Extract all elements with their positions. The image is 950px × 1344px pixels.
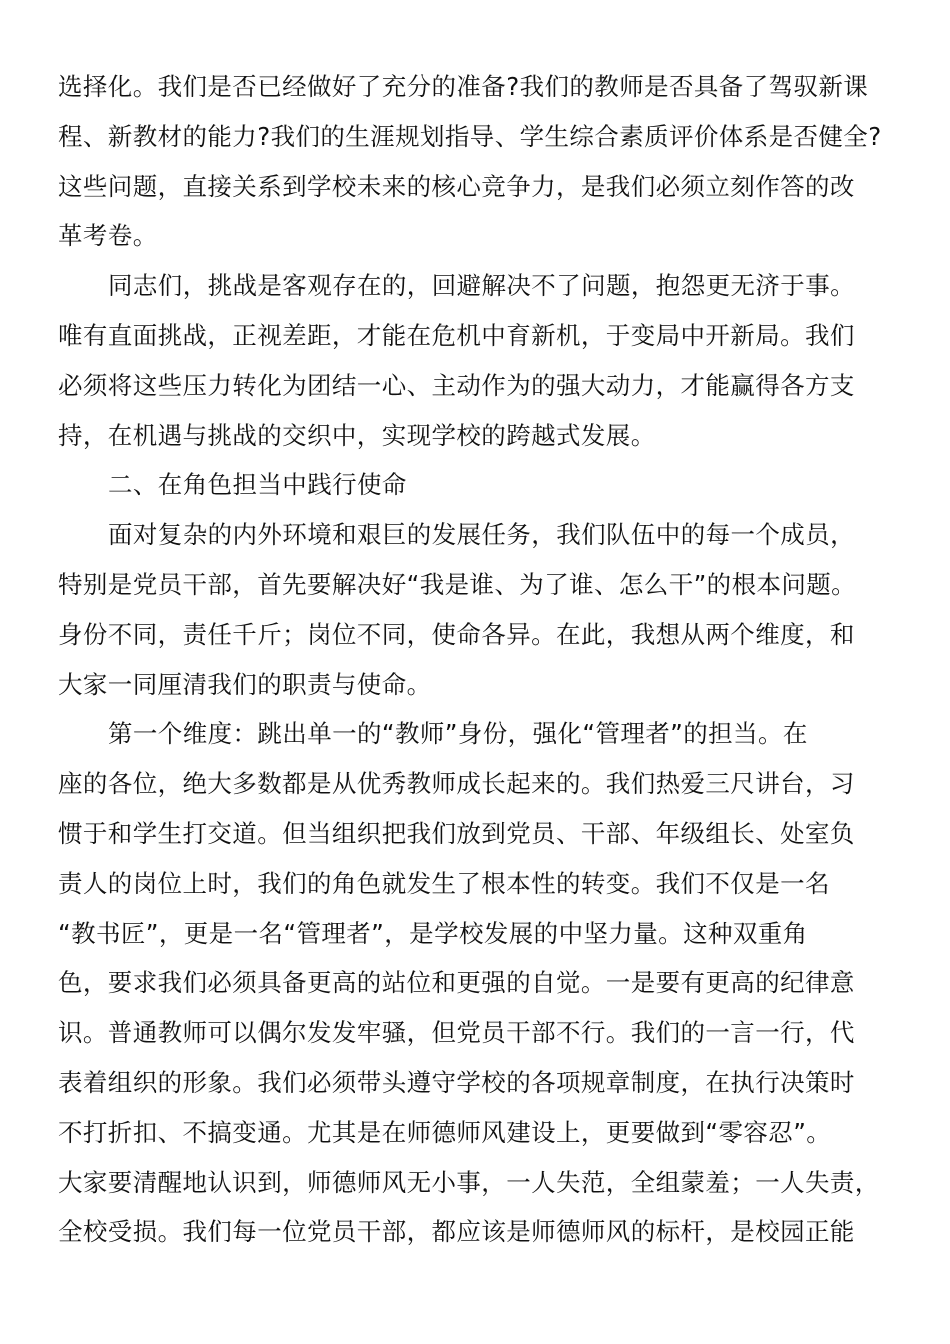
text-line: 特别是党员干部，首先要解决好“我是谁、为了谁、怎么干”的根本问题。: [58, 569, 857, 599]
section-heading: 二、在角色担当中践行使命: [108, 470, 407, 500]
text-line: 惯于和学生打交道。但当组织把我们放到党员、干部、年级组长、处室负: [58, 818, 855, 848]
paragraph-start-line: 同志们，挑战是客观存在的，回避解决不了问题，抱怨更无济于事。: [108, 271, 855, 301]
text-line: 大家一同厘清我们的职责与使命。: [58, 669, 432, 699]
document-page: [58, 62, 918, 1257]
paragraph-start-line: 第一个维度：跳出单一的“教师”身份，强化“管理者”的担当。在: [108, 719, 808, 749]
text-line: 持，在机遇与挑战的交织中，实现学校的跨越式发展。: [58, 420, 656, 450]
text-line: 程、新教材的能力?我们的生涯规划指导、学生综合素质评价体系是否健全?: [58, 121, 882, 151]
text-line: 唯有直面挑战，正视差距，才能在危机中育新机，于变局中开新局。我们: [58, 320, 855, 350]
text-line: 选择化。我们是否已经做好了充分的准备?我们的教师是否具备了驾驭新课: [58, 72, 869, 101]
paragraph-start-line: 面对复杂的内外环境和艰巨的发展任务，我们队伍中的每一个成员，: [108, 520, 855, 550]
text-line: 色，要求我们必须具备更高的站位和更强的自觉。一是要有更高的纪律意: [58, 968, 855, 998]
text-line: 大家要清醒地认识到，师德师风无小事，一人失范，全组蒙羞；一人失责，: [58, 1167, 880, 1197]
text-line: 表着组织的形象。我们必须带头遵守学校的各项规章制度，在执行决策时: [58, 1067, 855, 1097]
text-line: “教书匠”，更是一名“管理者”，是学校发展的中坚力量。这种双重角: [58, 918, 808, 948]
text-line: 不打折扣、不搞变通。尤其是在师德师风建设上，更要做到“零容忍”。: [58, 1117, 832, 1147]
text-line: 革考卷。: [58, 221, 158, 251]
text-line: 身份不同，责任千斤；岗位不同，使命各异。在此，我想从两个维度，和: [58, 619, 855, 649]
text-line: 全校受损。我们每一位党员干部，都应该是师德师风的标杆，是校园正能: [58, 1217, 855, 1247]
text-line: 这些问题，直接关系到学校未来的核心竞争力，是我们必须立刻作答的改: [58, 171, 855, 201]
text-line: 识。普通教师可以偶尔发发牢骚，但党员干部不行。我们的一言一行，代: [58, 1018, 855, 1048]
text-line: 座的各位，绝大多数都是从优秀教师成长起来的。我们热爱三尺讲台，习: [58, 769, 855, 799]
text-line: 责人的岗位上时，我们的角色就发生了根本性的转变。我们不仅是一名: [58, 868, 830, 898]
text-line: 必须将这些压力转化为团结一心、主动作为的强大动力，才能赢得各方支: [58, 370, 855, 400]
